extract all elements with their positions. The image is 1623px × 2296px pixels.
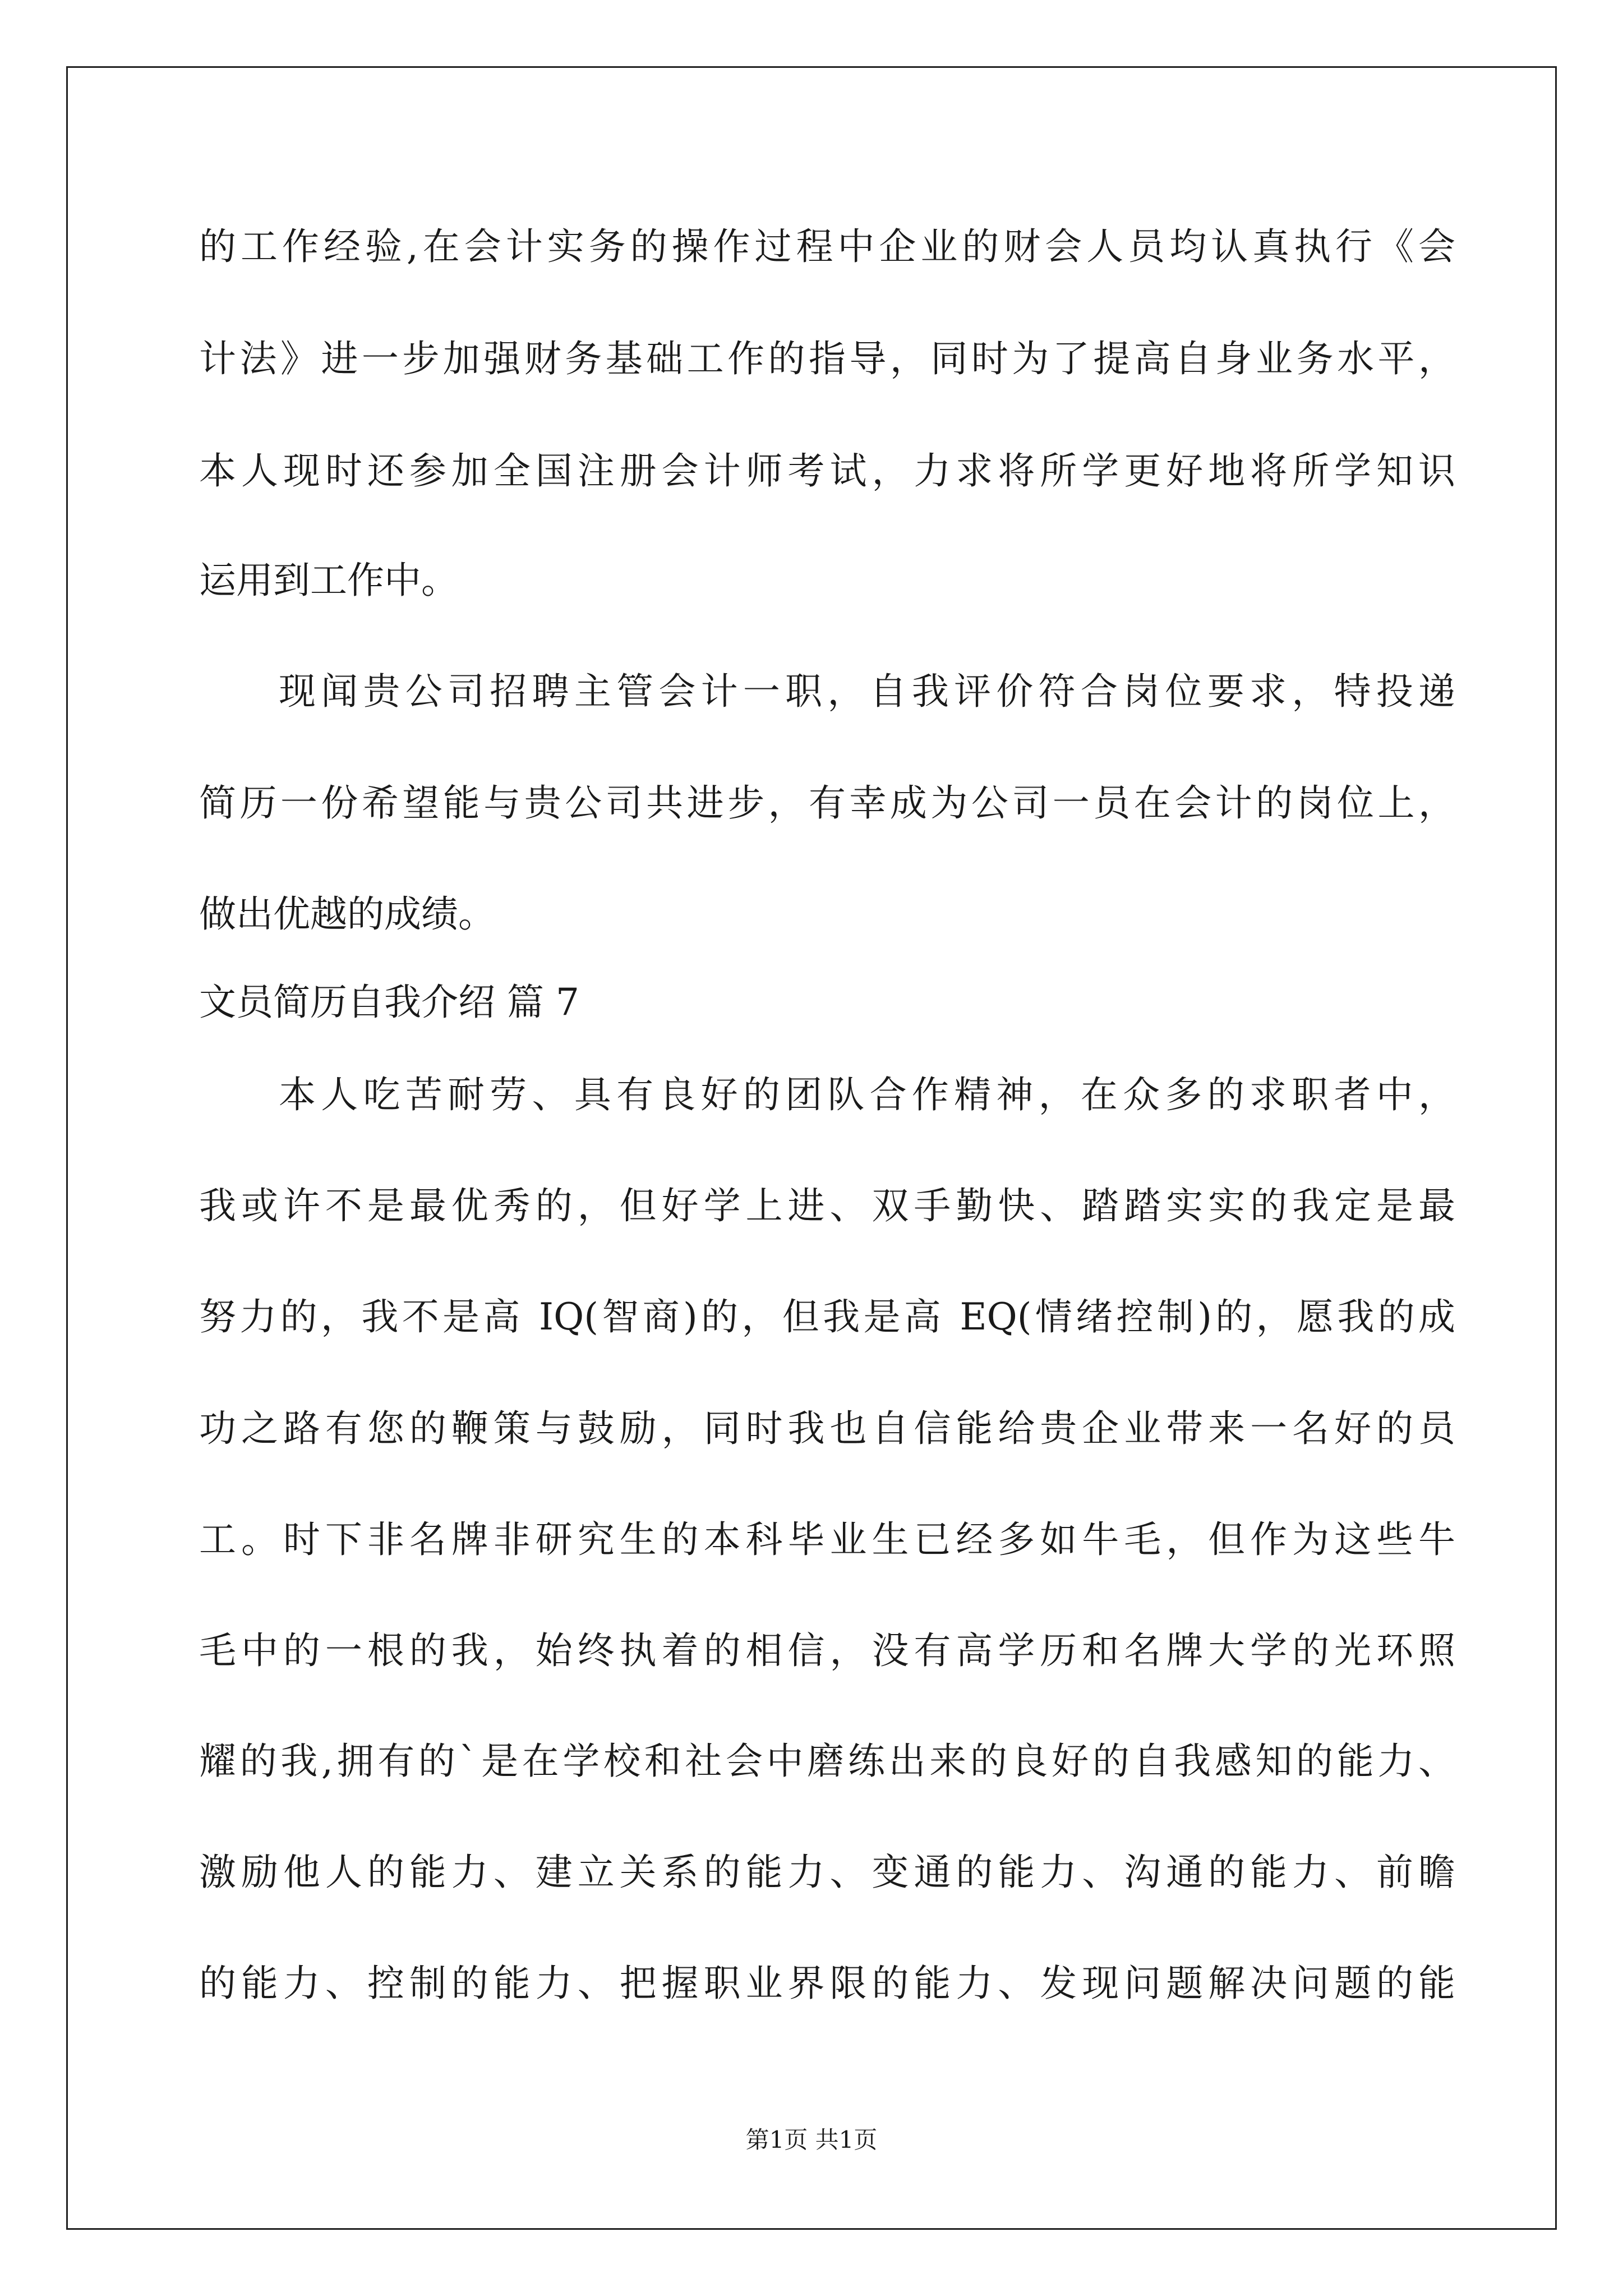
text-line: 现闻贵公司招聘主管会计一职，自我评价符合岗位要求，特投递 [279, 670, 1455, 713]
text-line: 努力的，我不是高 IQ(智商)的，但我是高 EQ(情绪控制)的，愿我的成 [199, 1295, 1455, 1338]
text-line: 我或许不是最优秀的，但好学上进、双手勤快、踏踏实实的我定是最 [199, 1184, 1455, 1227]
text-line: 耀的我,拥有的`是在学校和社会中磨练出来的良好的自我感知的能力、 [199, 1740, 1455, 1783]
text-line: 功之路有您的鞭策与鼓励，同时我也自信能给贵企业带来一名好的员 [199, 1407, 1455, 1450]
text-line: 简历一份希望能与贵公司共进步，有幸成为公司一员在会计的岗位上， [199, 781, 1455, 825]
text-line: 毛中的一根的我，始终执着的相信，没有高学历和名牌大学的光环照 [199, 1629, 1455, 1672]
text-line: 做出优越的成绩。 [199, 892, 495, 936]
text-line: 工。时下非名牌非研究生的本科毕业生已经多如牛毛，但作为这些牛 [199, 1518, 1455, 1561]
text-line: 本人现时还参加全国注册会计师考试，力求将所学更好地将所学知识 [199, 449, 1455, 493]
text-line: 的工作经验,在会计实务的操作过程中企业的财会人员均认真执行《会 [199, 225, 1455, 268]
text-line: 计法》进一步加强财务基础工作的指导，同时为了提高自身业务水平， [199, 337, 1455, 380]
text-line: 运用到工作中。 [199, 559, 458, 602]
section-heading: 文员简历自我介绍 篇 7 [199, 981, 579, 1024]
text-line: 的能力、控制的能力、把握职业界限的能力、发现问题解决问题的能 [199, 1962, 1455, 2005]
text-line: 本人吃苦耐劳、具有良好的团队合作精神，在众多的求职者中， [279, 1073, 1455, 1116]
page-number-footer: 第1页 共1页 [745, 2126, 878, 2154]
page-border [66, 66, 1557, 2230]
text-line: 激励他人的能力、建立关系的能力、变通的能力、沟通的能力、前瞻 [199, 1851, 1455, 1894]
